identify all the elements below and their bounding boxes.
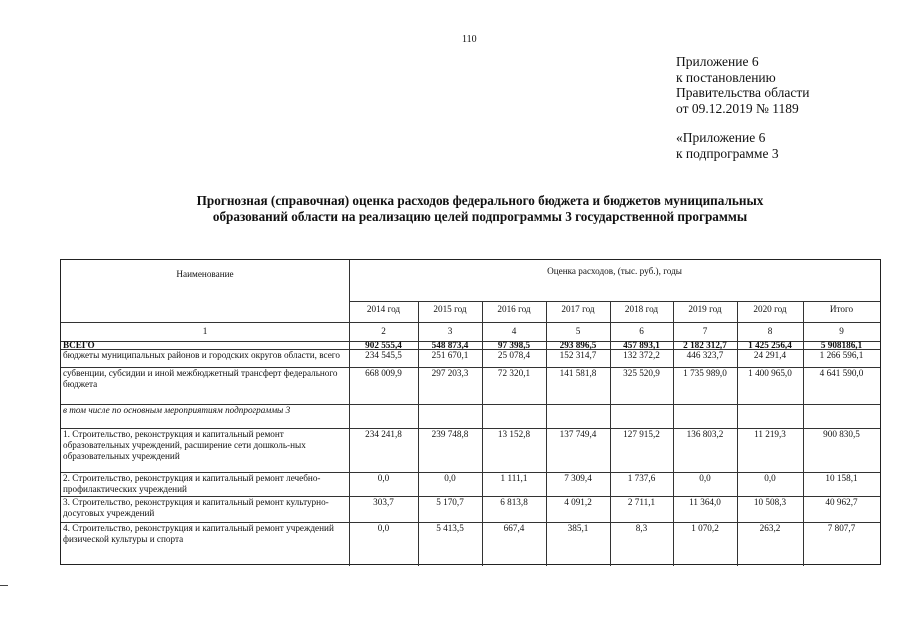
column-index: 6 bbox=[639, 326, 644, 336]
document-title bbox=[120, 193, 840, 225]
row-divider bbox=[349, 301, 880, 302]
title-line: Прогнозная (справочная) оценка расходов федерального бюджета и бюджетов муниципальных bbox=[196, 193, 764, 208]
row-value: 5 413,5 bbox=[436, 523, 464, 533]
row-value: 136 803,2 bbox=[686, 429, 724, 439]
row-value: 40 962,7 bbox=[825, 497, 858, 507]
row-value: 1 111,1 bbox=[500, 473, 528, 483]
row-value: 1 737,6 bbox=[627, 473, 656, 483]
year-header: 2015 год bbox=[433, 304, 467, 314]
column-index: 5 bbox=[575, 326, 581, 336]
column-index: 4 bbox=[511, 326, 517, 336]
row-value: 1 070,2 bbox=[691, 523, 719, 533]
row-value: 303,7 bbox=[373, 497, 394, 507]
row-value: 72 320,1 bbox=[497, 368, 531, 378]
row-value: 10 508,3 bbox=[753, 497, 787, 507]
row-value: 7 807,7 bbox=[827, 523, 856, 533]
spacer bbox=[676, 116, 809, 130]
row-value: 0,0 bbox=[377, 523, 390, 533]
row-value: 1 266 596,1 bbox=[819, 350, 864, 360]
row-value: 5 170,7 bbox=[436, 497, 464, 507]
row-value: 5 908186,1 bbox=[820, 340, 863, 350]
row-value: 8,3 bbox=[635, 523, 648, 533]
row-value: 0,0 bbox=[444, 473, 456, 483]
row-value: 293 896,5 bbox=[559, 340, 597, 350]
row-name: в том числе по основным мероприятиям подпрограммы 3 bbox=[63, 405, 291, 415]
row-value: 385,1 bbox=[567, 523, 589, 533]
appendix-line: Правительства области bbox=[676, 85, 810, 100]
row-value: 11 364,0 bbox=[689, 497, 721, 507]
expenses-table bbox=[60, 259, 881, 565]
row-value: 446 323,7 bbox=[686, 350, 724, 360]
row-value: 667,4 bbox=[503, 523, 525, 533]
row-value: 457 893,1 bbox=[623, 340, 660, 350]
subappendix-line: к подпрограмме 3 bbox=[676, 145, 779, 161]
row-name: 2. Строительство, реконструкция и капитальный ремонт лечебно-профилактических учреждений bbox=[63, 473, 321, 494]
appendix-line: Приложение 6 bbox=[676, 54, 759, 69]
subappendix-line: «Приложение 6 bbox=[676, 130, 766, 145]
row-value: 137 749,4 bbox=[559, 429, 597, 439]
row-value: 6 813,8 bbox=[500, 497, 528, 507]
row-value: 141 581,8 bbox=[559, 368, 597, 378]
row-divider bbox=[61, 322, 880, 323]
year-header: 2020 год bbox=[753, 304, 787, 314]
row-value: 24 291,4 bbox=[753, 350, 787, 360]
margin-mark bbox=[0, 585, 8, 586]
name-header: Наименование bbox=[176, 269, 234, 279]
row-value: 251 670,1 bbox=[431, 350, 469, 360]
row-value: 127 915,2 bbox=[623, 429, 660, 439]
row-value: 548 873,4 bbox=[431, 340, 469, 350]
row-value: 263,2 bbox=[759, 523, 781, 533]
year-header: 2018 год bbox=[624, 304, 659, 314]
row-value: 0,0 bbox=[699, 473, 711, 483]
appendix-line: от 09.12.2019 № 1189 bbox=[676, 100, 799, 116]
row-name: субвенции, субсидии и иной межбюджетный трансферт федерального бюджета bbox=[63, 368, 338, 389]
row-value: 297 203,3 bbox=[431, 368, 469, 378]
row-value: 1 400 965,0 bbox=[748, 368, 792, 378]
row-value: 239 748,8 bbox=[431, 429, 469, 439]
row-name: ВСЕГО bbox=[63, 340, 95, 350]
row-value: 234 241,8 bbox=[365, 429, 402, 439]
row-name: 1. Строительство, реконструкция и капитальный ремонт образовательных учреждений, расширение сети дошколь-ных образовательных учреждений bbox=[63, 429, 306, 461]
year-header: Итого bbox=[829, 304, 854, 314]
year-header: 2019 год bbox=[688, 304, 722, 314]
row-name: 3. Строительство, реконструкция и капитальный ремонт культурно-досуговых учреждений bbox=[63, 497, 329, 518]
appendix-line: к постановлению bbox=[676, 69, 776, 85]
row-value: 2 711,1 bbox=[627, 497, 656, 507]
row-value: 325 520,9 bbox=[623, 368, 660, 378]
row-value: 4 091,2 bbox=[564, 497, 592, 507]
row-value: 0,0 bbox=[377, 473, 390, 483]
row-value: 900 830,5 bbox=[823, 429, 860, 439]
year-header: 2016 год bbox=[497, 304, 531, 314]
year-header: 2017 год bbox=[561, 304, 595, 314]
group-header: Оценка расходов, (тыс. руб.), годы bbox=[547, 266, 682, 276]
column-index: 1 bbox=[202, 326, 208, 336]
row-value: 10 158,1 bbox=[825, 473, 858, 483]
column-index: 8 bbox=[767, 326, 773, 336]
page-number: 110 bbox=[462, 34, 477, 45]
appendix-block bbox=[676, 54, 809, 161]
row-value: 13 152,8 bbox=[497, 429, 531, 439]
column-index: 2 bbox=[381, 326, 386, 336]
row-value: 668 009,9 bbox=[365, 368, 402, 378]
row-name: бюджеты муниципальных районов и городских округов области, всего bbox=[63, 350, 340, 360]
year-header: 2014 год bbox=[366, 304, 401, 314]
row-value: 97 398,5 bbox=[497, 340, 531, 350]
row-value: 152 314,7 bbox=[559, 350, 597, 360]
title-line: образований области на реализацию целей подпрограммы 3 государственной программы bbox=[212, 209, 748, 224]
row-value: 1 425 256,4 bbox=[748, 340, 792, 350]
row-value: 1 735 989,0 bbox=[683, 368, 727, 378]
row-value: 2 182 312,7 bbox=[683, 340, 727, 350]
row-value: 11 219,3 bbox=[754, 429, 786, 439]
row-value: 25 078,4 bbox=[497, 350, 531, 360]
row-value: 7 309,4 bbox=[564, 473, 592, 483]
row-value: 132 372,2 bbox=[623, 350, 660, 360]
column-index: 9 bbox=[839, 326, 844, 336]
row-value: 234 545,5 bbox=[365, 350, 402, 360]
row-name: 4. Строительство, реконструкция и капитальный ремонт учреждений физической культуры и спорта bbox=[63, 523, 334, 544]
row-value: 0,0 bbox=[764, 473, 776, 483]
row-value: 4 641 590,0 bbox=[819, 368, 864, 378]
column-index: 7 bbox=[702, 326, 708, 336]
row-value: 902 555,4 bbox=[365, 340, 402, 350]
column-index: 3 bbox=[447, 326, 453, 336]
